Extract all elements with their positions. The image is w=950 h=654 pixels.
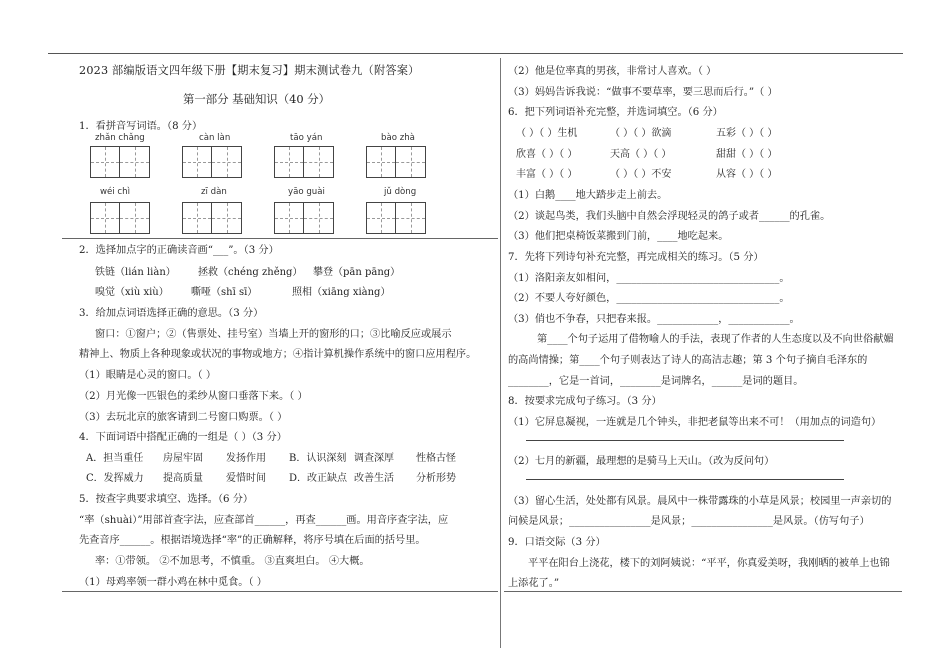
q9-scenario-1: 平平在阳台上浇花，楼下的刘阿姨说：“平平，你真爱美呀，我刚晒的被单上也锦 bbox=[528, 558, 890, 569]
q5-meanings: 率：①带领。 ②不加思考，不慎重。 ③直爽坦白。 ④大概。 bbox=[95, 556, 370, 567]
column-divider bbox=[500, 58, 501, 648]
q2-item-4[interactable]: 嗅觉（xiù xiù） bbox=[95, 287, 169, 298]
q8-answer-line-1[interactable] bbox=[526, 440, 844, 441]
q2-item-2[interactable]: 拯救（chéng zhěng） bbox=[198, 267, 303, 278]
q5-line-1[interactable]: “率（shuài）”用部首查字法，应查部首______，再查______画。用音序查字法，应 bbox=[79, 515, 449, 526]
q7-poem-1[interactable]: （1）洛阳亲友如相问，________________________________。 bbox=[508, 273, 790, 284]
pinyin-5: wéi chì bbox=[100, 187, 130, 197]
q8-answer-line-2[interactable] bbox=[526, 479, 844, 480]
q4-c1[interactable]: C．发挥威力 bbox=[86, 473, 144, 484]
q6-word-7[interactable]: 丰富（ ）（ ） bbox=[516, 169, 578, 180]
q3-sentence-1[interactable]: （1）眼睛是心灵的窗口。（ ） bbox=[79, 370, 217, 381]
q7-para-3[interactable]: ________，它是一首词，________是词牌名，______是词的题目。 bbox=[508, 376, 804, 387]
q2-item-1[interactable]: 铁链（lián liàn） bbox=[95, 267, 176, 278]
writing-box-8[interactable] bbox=[366, 202, 426, 234]
writing-box-1[interactable] bbox=[90, 146, 150, 178]
q4-d1[interactable]: D．改正缺点 bbox=[289, 473, 348, 484]
writing-box-4[interactable] bbox=[366, 146, 426, 178]
q1-label: 1．看拼音写词语。（8 分） bbox=[79, 121, 203, 132]
writing-box-3[interactable] bbox=[274, 146, 334, 178]
pinyin-8: jǔ dòng bbox=[384, 187, 417, 197]
q7-poem-2[interactable]: （2）不要人夸好颜色，________________________________。 bbox=[508, 293, 790, 304]
q4-label[interactable]: 4．下面词语中搭配正确的一组是（ ）（3 分） bbox=[79, 432, 287, 443]
section-rule bbox=[62, 238, 498, 239]
q2-item-3[interactable]: 攀登（pān pāng） bbox=[313, 267, 401, 278]
q6-word-2[interactable]: （ ）（ ）欲滴 bbox=[610, 128, 672, 139]
q4-a3: 发扬作用 bbox=[226, 453, 266, 464]
pinyin-1: zhǎn chǎng bbox=[95, 133, 145, 143]
q5-sentence-3[interactable]: （3）妈妈告诉我说：“做事不要草率，要三思而后行。”（ ） bbox=[508, 87, 778, 98]
q6-word-5[interactable]: 天高（ ）（ ） bbox=[610, 149, 672, 160]
q6-word-4[interactable]: 欣喜（ ）（ ） bbox=[516, 149, 578, 160]
part-title: 第一部分 基础知识（40 分） bbox=[183, 92, 331, 106]
q5-line-2[interactable]: 先查音序______。根据语境选择“率”的正确解释，将序号填在后面的括号里。 bbox=[79, 535, 426, 546]
q6-word-3[interactable]: 五彩（ ）（ ） bbox=[716, 128, 778, 139]
q3-sentence-2[interactable]: （2）月光像一匹银色的柔纱从窗口垂落下来。（ ） bbox=[79, 391, 308, 402]
q7-label: 7．先将下列诗句补充完整，再完成相关的练习。（5 分） bbox=[508, 252, 764, 263]
q3-definition-1: 窗口：①窗户；②（售票处、挂号室）当墙上开的窗形的口；③比喻反应或展示 bbox=[95, 329, 452, 340]
q8-sentence-2: （2）七月的新疆，最理想的是骑马上天山。（改为反问句） bbox=[508, 456, 775, 467]
q4-a2: 房屋牢固 bbox=[163, 453, 203, 464]
q7-poem-3[interactable]: （3）俏也不争春，只把春来报。____________，____________。 bbox=[508, 314, 800, 325]
q3-label: 3．给加点词语选择正确的意思。（3 分） bbox=[79, 308, 264, 319]
q4-c2: 提高质量 bbox=[163, 473, 203, 484]
q8-label: 8．按要求完成句子练习。（3 分） bbox=[508, 396, 662, 407]
q6-sentence-2[interactable]: （2）谈起鸟类，我们头脑中自然会浮现轻灵的鸽子或者______的孔雀。 bbox=[508, 211, 831, 222]
q9-label: 9．口语交际（3 分） bbox=[508, 537, 606, 548]
q6-word-6[interactable]: 甜甜（ ）（ ） bbox=[716, 149, 778, 160]
writing-box-7[interactable] bbox=[274, 202, 334, 234]
q4-b2: 调查深厚 bbox=[354, 453, 394, 464]
q4-b3: 性格古怪 bbox=[416, 453, 456, 464]
q5-label: 5．按查字典要求填空、选择。（6 分） bbox=[79, 494, 254, 505]
q4-a1[interactable]: A．担当重任 bbox=[86, 453, 144, 464]
writing-box-5[interactable] bbox=[90, 202, 150, 234]
q9-scenario-2: 上添花了。” bbox=[508, 578, 560, 589]
left-bottom-rule bbox=[62, 591, 498, 592]
q5-sentence-2[interactable]: （2）他是位率真的男孩，非常讨人喜欢。（ ） bbox=[508, 66, 717, 77]
writing-box-2[interactable] bbox=[182, 146, 242, 178]
q6-label: 6．把下列词语补充完整，并选词填空。（6 分） bbox=[508, 107, 723, 118]
writing-box-6[interactable] bbox=[182, 202, 242, 234]
pinyin-3: tāo yán bbox=[290, 133, 323, 143]
q6-word-9[interactable]: 从容（ ）（ ） bbox=[716, 169, 778, 180]
q4-d3: 分析形势 bbox=[416, 473, 456, 484]
pinyin-4: bào zhà bbox=[381, 133, 415, 143]
q2-item-5[interactable]: 嘶哑（shī sī） bbox=[191, 287, 258, 298]
q6-word-1[interactable]: （ ）（ ）生机 bbox=[516, 128, 578, 139]
pinyin-2: càn làn bbox=[199, 133, 231, 143]
q2-item-6[interactable]: 照相（xiāng xiàng） bbox=[292, 287, 391, 298]
q4-b1[interactable]: B．认识深刻 bbox=[289, 453, 347, 464]
q5-sentence-1[interactable]: （1）母鸡率领一群小鸡在林中觅食。（ ） bbox=[79, 577, 267, 588]
q2-label: 2．选择加点字的正确读音画“___”。（3 分） bbox=[79, 245, 279, 256]
q8-sentence-1: （1）它屏息凝视，一连就是几个钟头，非把老鼠等出来不可！（用加点的词造句） bbox=[508, 417, 882, 428]
q7-para-1[interactable]: 第____个句子运用了借物喻人的手法，表现了作者的人生态度以及不向世俗献媚 bbox=[537, 334, 894, 345]
q4-d2: 改善生活 bbox=[354, 473, 394, 484]
q3-sentence-3[interactable]: （3）去玩北京的旅客请到二号窗口购票。（ ） bbox=[79, 412, 288, 423]
pinyin-7: yāo guài bbox=[288, 187, 325, 197]
top-rule bbox=[48, 53, 903, 54]
q8-sentence-3a: （3）留心生活，处处都有风景。晨风中一株带露珠的小草是风景；校园里一声亲切的 bbox=[508, 496, 892, 507]
exam-title: 2023 部编版语文四年级下册【期末复习】期末测试卷九（附答案） bbox=[79, 64, 420, 77]
q3-definition-2: 精神上、物质上各种现象或状况的事物或地方；④指计算机操作系统中的窗口应用程序。 bbox=[79, 349, 477, 360]
q6-sentence-3[interactable]: （3）他们把桌椅饭菜搬到门前，____地吃起来。 bbox=[508, 231, 729, 242]
right-bottom-rule bbox=[504, 591, 902, 592]
q6-sentence-1[interactable]: （1）白鹅____地大踏步走上前去。 bbox=[508, 190, 668, 201]
q7-para-2[interactable]: 的高尚情操；第____个句子则表达了诗人的高洁志趣；第 3 个句子摘自毛泽东的 bbox=[508, 355, 868, 366]
pinyin-6: zī dàn bbox=[201, 187, 227, 197]
q4-c3: 爱惜时间 bbox=[226, 473, 266, 484]
q6-word-8[interactable]: （ ）（ ）不安 bbox=[610, 169, 672, 180]
q8-sentence-3b[interactable]: 问候是风景；________________是风景；________________是风景。（仿写句子） bbox=[508, 516, 870, 527]
